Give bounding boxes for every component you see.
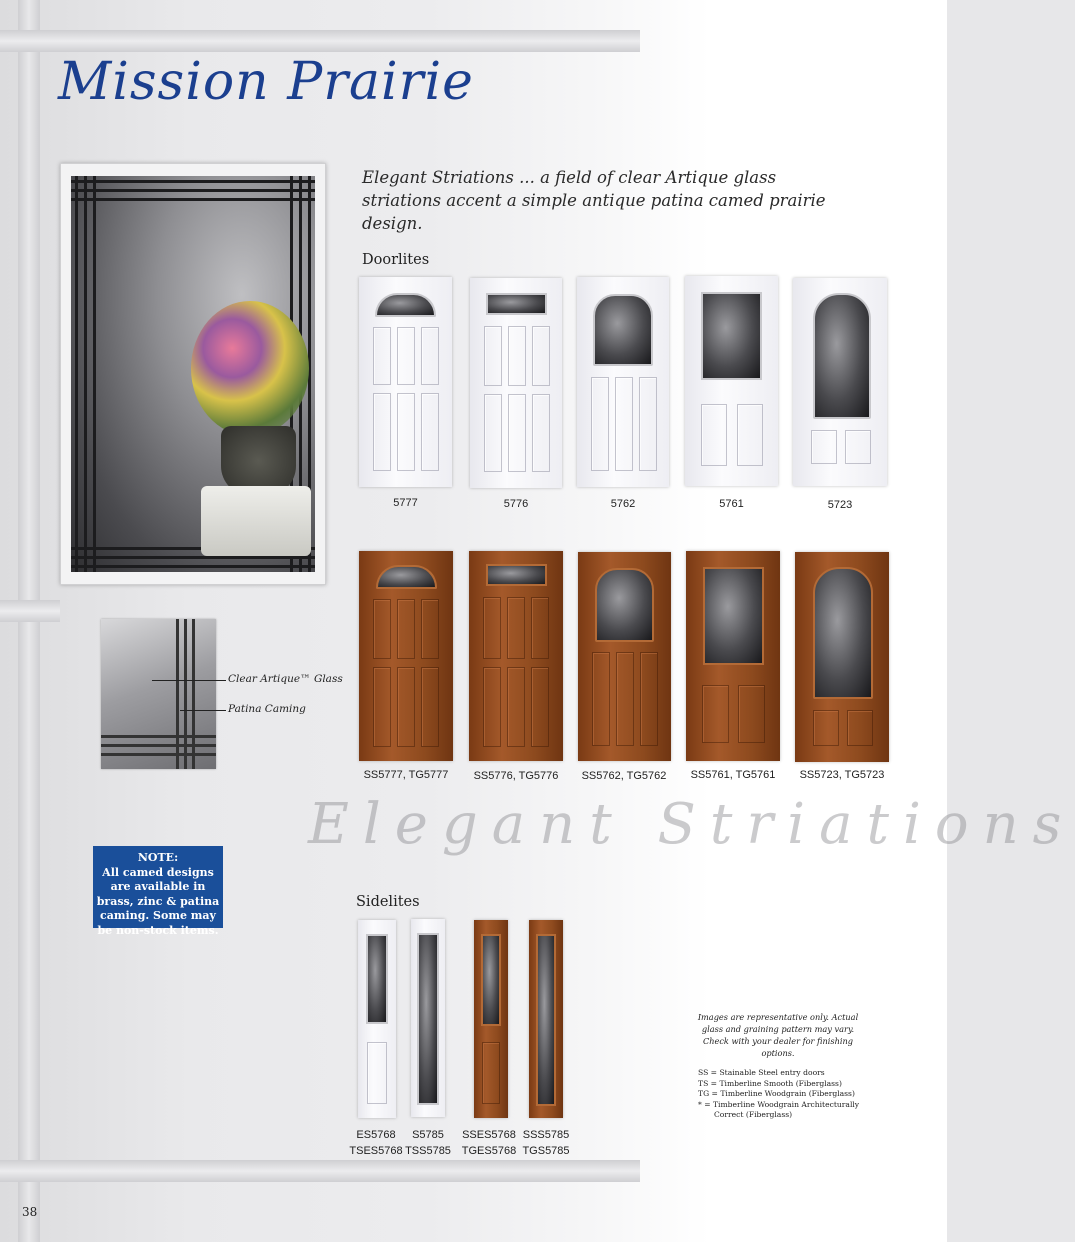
door-wood-5762 (578, 552, 671, 761)
door-white-5777 (359, 277, 452, 487)
hero-glass-pane (71, 176, 315, 572)
doorlite-label-5: 5723 (827, 499, 853, 511)
door-white-5723 (793, 278, 887, 486)
hero-glass-image (60, 163, 326, 585)
doorlite-wood-label-5: SS5723, TG5723 (799, 769, 885, 781)
pedestal (201, 486, 311, 556)
sidelite-label-4-line2: TGS5785 (522, 1145, 570, 1157)
legend-line-3: TG = Timberline Woodgrain (Fiberglass) (698, 1089, 855, 1098)
abbreviation-legend (698, 1068, 859, 1121)
sidelite-es5768 (358, 920, 396, 1118)
callout-line-glass (152, 680, 226, 681)
sidelite-label-4-line1: SSS5785 (522, 1129, 570, 1141)
door-wood-5776 (469, 551, 563, 761)
sidelite-label-2-line2: TSS5785 (405, 1145, 451, 1157)
legend-line-1: SS = Stainable Steel entry doors (698, 1068, 825, 1077)
doorlite-label-4: 5761 (719, 498, 744, 510)
legend-line-2: TS = Timberline Smooth (Fiberglass) (698, 1078, 842, 1088)
sidelite-label-1-line1: ES5768 (356, 1129, 396, 1141)
sidelite-label-3-line2: TGES5768 (461, 1145, 517, 1157)
doorlite-wood-label-4: SS5761, TG5761 (690, 769, 776, 781)
sidelite-sss5785 (529, 920, 563, 1118)
sidelite-label-3-line1: SSES5768 (462, 1129, 516, 1141)
callout-caming: Patina Caming (228, 703, 306, 715)
background-frame-bottom (0, 1160, 640, 1182)
note-heading: NOTE: (137, 851, 179, 864)
door-white-5762 (577, 277, 669, 487)
page-title: Mission Prairie (58, 52, 474, 112)
doorlites-heading: Doorlites (362, 252, 430, 268)
sidelites-heading: Sidelites (356, 894, 420, 910)
tagline: Elegant Striations ... a field of clear Artique glass striations accent a simple antique patina camed prairie design. (362, 168, 826, 233)
note-box (93, 846, 223, 937)
sidelite-sses5768 (474, 920, 508, 1118)
door-wood-5777 (359, 551, 453, 761)
sidelite-label-2 (398, 1127, 458, 1159)
door-white-5776 (470, 278, 562, 488)
legend-line-5: Correct (Fiberglass) (714, 1110, 793, 1119)
callout-glass: Clear Artique™ Glass (228, 673, 343, 685)
sidelite-label-2-line1: S5785 (412, 1129, 444, 1141)
door-wood-5723 (795, 552, 889, 762)
door-white-5761 (685, 276, 778, 486)
flower-bouquet (191, 301, 309, 436)
doorlite-label-3: 5762 (610, 498, 636, 510)
background-frame-mid (0, 600, 60, 622)
sidelite-label-4 (516, 1127, 576, 1159)
doorlite-wood-label-2: SS5776, TG5776 (473, 770, 559, 782)
sidelite-label-1 (346, 1127, 406, 1159)
elegant-striations-watermark: Elegant Striations (308, 792, 1075, 857)
glass-detail-image (101, 619, 216, 769)
doorlite-label-1: 5777 (393, 497, 418, 509)
doorlite-wood-label-3: SS5762, TG5762 (581, 770, 667, 782)
sidelite-label-1-line2: TSES5768 (349, 1145, 403, 1157)
sidelite-label-3 (459, 1127, 519, 1159)
callout-line-caming (180, 710, 226, 711)
door-wood-5761 (686, 551, 780, 761)
page-number: 38 (22, 1205, 38, 1219)
note-body: All camed designs are available in brass, zinc & patina caming. Some may be non-stock items. (96, 865, 220, 937)
doorlite-wood-label-1: SS5777, TG5777 (363, 769, 449, 781)
doorlite-label-2: 5776 (503, 498, 529, 510)
sidelite-s5785 (411, 919, 445, 1117)
background-frame-top (0, 30, 640, 52)
disclaimer-text: Images are representative only. Actual glass and graining pattern may vary. Check with your dealer for finishing options. (697, 1012, 859, 1058)
legend-line-4: * = Timberline Woodgrain Architecturally (698, 1099, 860, 1109)
